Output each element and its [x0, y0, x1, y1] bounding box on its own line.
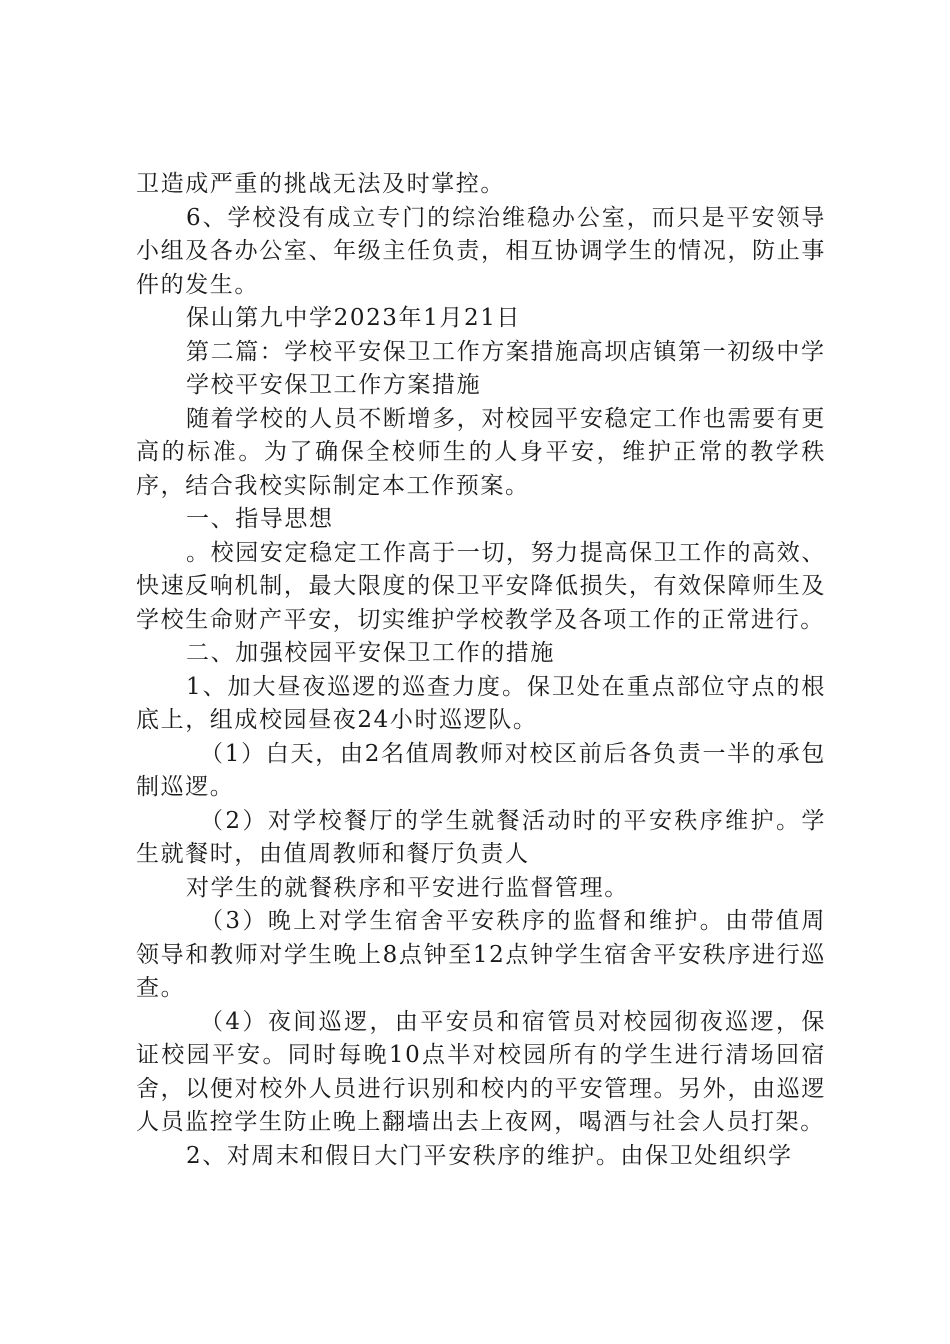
paragraph: （2）对学校餐厅的学生就餐活动时的平安秩序维护。学生就餐时，由值周教师和餐厅负责人 [136, 807, 826, 867]
section-heading: 第二篇：学校平安保卫工作方案措施高坝店镇第一初级中学 [186, 338, 826, 365]
paragraph: 2、对周末和假日大门平安秩序的维护。由保卫处组织学 [186, 1142, 793, 1169]
paragraph: 卫造成严重的挑战无法及时掌控。 [136, 171, 505, 197]
section-heading: 二、加强校园平安保卫工作的措施 [186, 640, 555, 666]
paragraph: 对学生的就餐秩序和平安进行监督管理。 [186, 874, 629, 901]
document-title: 学校平安保卫工作方案措施 [186, 372, 482, 398]
paragraph: （1）白天，由2名值周教师对校区前后各负责一半的承包制巡逻。 [136, 740, 826, 800]
signature-date-line: 保山第九中学2023年1月21日 [186, 305, 522, 331]
paragraph: （3）晚上对学生宿舍平安秩序的监督和维护。由带值周领导和教师对学生晚上8点钟至12点钟学生宿舍平安秩序进行巡查。 [136, 908, 826, 1001]
paragraph: （4）夜间巡逻，由平安员和宿管员对校园彻夜巡逻，保证校园平安。同时每晚10点半对校园所有的学生进行清场回宿舍，以便对校外人员进行识别和校内的平安管理。另外，由巡逻人员监控学生防止晚上翻墙出去上夜网，喝酒与社会人员打架。 [136, 1008, 826, 1135]
paragraph: 随着学校的人员不断增多，对校园平安稳定工作也需要有更高的标准。为了确保全校师生的人身平安，维护正常的教学秩序，结合我校实际制定本工作预案。 [136, 405, 826, 499]
paragraph: 6、学校没有成立专门的综治维稳办公室，而只是平安领导小组及各办公室、年级主任负责，相互协调学生的情况，防止事件的发生。 [136, 204, 826, 298]
section-heading: 一、指导思想 [186, 506, 334, 532]
paragraph: 1、加大昼夜巡逻的巡查力度。保卫处在重点部位守点的根底上，组成校园昼夜24小时巡逻队。 [136, 673, 826, 733]
paragraph: 。校园安定稳定工作高于一切，努力提高保卫工作的高效、快速反响机制，最大限度的保卫平安降低损失，有效保障师生及学校生命财产平安，切实维护学校教学及各项工作的正常进行。 [136, 539, 826, 633]
document-body [136, 168, 826, 1173]
